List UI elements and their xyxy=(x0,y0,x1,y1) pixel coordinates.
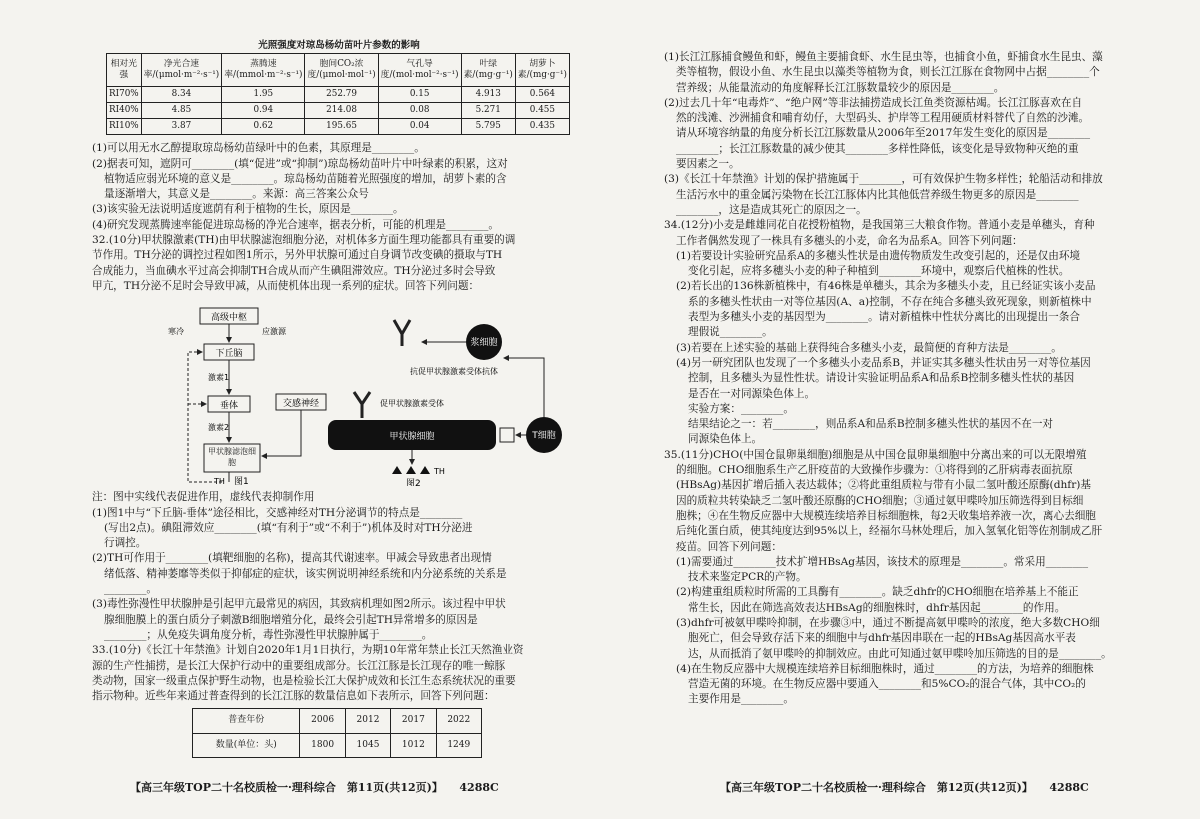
table-cell: 214.08 xyxy=(305,103,378,119)
receptor-icon xyxy=(354,392,370,418)
box-label: 垂体 xyxy=(219,401,239,412)
table-cell: 0.455 xyxy=(515,103,569,119)
table-cell: RI40% xyxy=(107,103,142,119)
question-line: 33.(10分)《长江十年禁渔》计划自2020年1月1日执行，为期10年常年禁止长江天然渔业资 xyxy=(92,644,524,657)
figure-caption: 图1 xyxy=(234,477,249,487)
question-line: 同源染色体上。 xyxy=(688,433,763,446)
table-cell: 0.435 xyxy=(515,119,569,135)
table1-header: 净光合速率/(μmol·m⁻²·s⁻¹) xyxy=(141,54,222,87)
table-row xyxy=(193,733,482,757)
question-line: (2)若长出的136株新植株中，有46株是单穗头，其余为多穗头小麦，且已经证实该小麦品 xyxy=(676,280,1096,293)
table-cell: 3.87 xyxy=(141,119,222,135)
box-label: 高级中枢 xyxy=(210,313,248,324)
table-cell: 2006 xyxy=(300,709,345,733)
question-line: 系的多穗头性状由一对等位基因(A、a)控制，不存在纯合多穗头致死现象，则新植株中 xyxy=(688,295,1092,308)
table1-caption: 光照强度对琼岛杨幼苗叶片参数的影响 xyxy=(258,40,420,51)
table-row xyxy=(193,709,482,733)
question-line: (1)可以用无水乙醇提取琼岛杨幼苗绿叶中的色素，其原理是________。 xyxy=(92,142,425,155)
question-line: 常生长，因此在筛选高效表达HBsAg的细胞株时，dhfr基因起________的作用。 xyxy=(688,601,1066,614)
label-t-cell: T细胞 xyxy=(532,431,556,442)
question-line: 类等植物，假设小鱼、水生昆虫以藻类等植物为食，则长江江豚在食物网中占据________个 xyxy=(676,66,1100,79)
question-line: 变化引起，应将多穗头小麦的种子种植到________环境中，观察后代植株的性状。 xyxy=(688,265,1070,278)
page-12-content xyxy=(664,50,1186,708)
q32-block xyxy=(92,233,586,294)
question-line: 请从环境容纳量的角度分析长江江豚数量从2006年至2017年发生变化的原因是________ xyxy=(676,127,1091,140)
table-cell: 0.15 xyxy=(378,87,461,103)
box-label: 下丘脑 xyxy=(215,349,243,360)
label-th: TH xyxy=(214,477,225,487)
question-line: (3)毒性弥漫性甲状腺肿是引起甲亢最常见的病因，其致病机理如图2所示。该过程中甲状 xyxy=(92,598,506,611)
question-line: 因的质粒共转染缺乏二氢叶酸还原酶的CHO细胞；③通过氨甲喋呤加压筛选得到目标细 xyxy=(676,494,1084,507)
question-line: 是否在一对同源染色体上。 xyxy=(688,387,816,400)
table-cell: 0.04 xyxy=(378,119,461,135)
question-line: 生活污水中的重金属污染物在长江江豚体内比其他低营养级生物更多的原因是________ xyxy=(676,188,1079,201)
table-cell: 数量(单位：头) xyxy=(193,733,300,757)
question-line: 实验方案：________。 xyxy=(688,402,794,415)
question-line: 的细胞。CHO细胞系生产乙肝疫苗的大致操作步骤为：①将得到的乙肝病毒表面抗原 xyxy=(676,464,1073,477)
question-line: 注：图中实线代表促进作用，虚线代表抑制作用 xyxy=(92,491,315,504)
question-line: (3)该实验无法说明适度遮荫有利于植物的生长，原因是________。 xyxy=(92,203,404,216)
table-cell: 252.79 xyxy=(305,87,378,103)
question-line: 工作者偶然发现了一株具有多穗头的小麦，命名为品系A。回答下列问题： xyxy=(676,234,1023,247)
question-line: (4)在生物反应器中大规模连续培养目标细胞株时，通过________的方法，为培养的细胞株 xyxy=(676,662,1094,675)
table-cell: 1800 xyxy=(300,733,345,757)
table-cell: 普查年份 xyxy=(193,709,300,733)
table-cell: 195.65 xyxy=(305,119,378,135)
question-line: 指示物种。近些年来通过普查得到的长江江豚的数量信息如下表所示，回答下列问题： xyxy=(92,690,495,703)
q33-block xyxy=(92,643,586,704)
question-line: (3)dhfr可被氨甲喋呤抑制，在步骤③中，通过不断提高氨甲喋呤的浓度，绝大多数CHO细 xyxy=(676,616,1100,629)
table-cell: 2012 xyxy=(345,709,390,733)
q31-block xyxy=(92,141,586,233)
question-line: (1)长江江豚捕食鳗鱼和虾，鳗鱼主要捕食虾、水生昆虫等，也捕食小鱼，虾捕食水生昆虫、藻 xyxy=(664,51,1103,63)
figure-2 xyxy=(328,320,562,486)
box-label: 交感神经 xyxy=(282,399,320,410)
question-line: (2)过去几十年“电毒炸”、“绝户网”等非法捕捞造成长江鱼类资源枯竭。长江江豚喜欢在自 xyxy=(664,96,1083,109)
question-line: ________。 xyxy=(104,583,157,596)
question-line: 合成能力，当血碘水平过高会抑制TH合成从而产生碘阻滞效应。TH分泌过多时会导致 xyxy=(92,264,496,277)
question-line: ________，这是造成其死亡的原因之一。 xyxy=(676,203,867,216)
table-cell: 5.795 xyxy=(461,119,515,135)
q35-block xyxy=(664,448,1186,708)
question-line: (2)据表可知，遮阴可________(填“促进”或“抑制”)琼岛杨幼苗叶片中叶绿素的积累，这对 xyxy=(92,157,508,170)
question-line: 32.(10分)甲状腺激素(TH)由甲状腺滤泡细胞分泌，对机体多方面生理功能都具有重要的调 xyxy=(92,234,516,247)
question-line: 营养级；从能量流动的角度解释长江江豚数量较少的原因是________。 xyxy=(676,81,1005,94)
question-line: 然的浅滩、沙洲捕食和哺育幼仔，大型码头、护岸等工程用硬质材料替代了自然的沙滩。 xyxy=(676,112,1090,125)
page-11-content xyxy=(92,38,586,758)
question-line: (HBsAg)基因扩增后插入表达载体；②将此重组质粒与带有小鼠二氢叶酸还原酶(dhfr)基 xyxy=(676,479,1092,492)
page-footer: 【高三年级TOP二十名校质检一·理科综合 第12页(共12页)】 4288C xyxy=(720,781,1089,794)
question-line: (3)若要在上述实验的基础上获得纯合多穗头小麦，最简便的育种方法是________。 xyxy=(676,341,1062,354)
q32-sub-block xyxy=(92,490,586,643)
question-line: 35.(11分)CHO(中国仓鼠卵巢细胞)细胞是从中国仓鼠卵巢细胞中分离出来的可以无限增殖 xyxy=(664,448,1087,461)
q33-continued xyxy=(664,50,1186,218)
question-line: (4)研究发现蒸腾速率能促进琼岛杨的净光合速率，据表分析，可能的机理是________。 xyxy=(92,218,499,231)
question-line: 要因素之一。 xyxy=(676,158,740,171)
table1-header: 叶绿素/(mg·g⁻¹) xyxy=(461,54,515,87)
question-line: 源的生产性捕捞，是长江大保护行动中的重要组成部分。长江江豚是长江现存的唯一鲸豚 xyxy=(92,659,506,672)
table-cell: 8.34 xyxy=(141,87,222,103)
question-line: (写出2点)。碘阻滞效应________(填“有利于”或“不利于”)机体及时对TH分泌进 xyxy=(104,521,473,534)
question-line: ________；长江江豚数量的减少使其________多样性降低，该变化是导致物种灭绝的重 xyxy=(676,142,1079,155)
label-thyroid-cell: 甲状腺细胞 xyxy=(389,432,435,443)
table-cell: 1.95 xyxy=(222,87,305,103)
table1-header: 蒸腾速率/(mmol·m⁻²·s⁻¹) xyxy=(222,54,305,87)
table-cell: 0.08 xyxy=(378,103,461,119)
table-cell: 1045 xyxy=(345,733,390,757)
question-line: 行调控。 xyxy=(104,537,147,550)
question-line: (1)需要通过________技术扩增HBsAg基因，该技术的原理是________。常采用________ xyxy=(676,555,1089,568)
antibody-icon xyxy=(394,320,410,346)
q34-block xyxy=(664,218,1186,447)
question-line: 胞株；④在生物反应器中大规模连续培养目标细胞株，每2天收集培养液一次，离心去细胞 xyxy=(676,509,1096,522)
figures-1-2 xyxy=(92,298,586,486)
table1-header-row xyxy=(107,54,570,87)
question-line: 达，从而抵消了氨甲喋呤的抑制效应。由此可知通过氨甲喋呤加压筛选的目的是________。 xyxy=(688,647,1112,660)
table1-header: 相对光强 xyxy=(107,54,142,87)
question-line: 控制，且多穗头为显性性状。请设计实验证明品系A和品系B控制多穗头性状的基因 xyxy=(688,372,1075,385)
table-cell: 1249 xyxy=(436,733,481,757)
label-plasma-cell: 浆细胞 xyxy=(470,338,498,349)
table-cell: 0.62 xyxy=(222,119,305,135)
question-line: 34.(12分)小麦是雌雄同花自花授粉植物，是我国第三大粮食作物。普通小麦是单穗头，育种 xyxy=(664,219,1095,232)
question-line: 疫苗。回答下列问题： xyxy=(676,540,782,553)
page-12 xyxy=(600,0,1200,819)
question-line: (3)《长江十年禁渔》计划的保护措施属于________，可有效保护生物多样性；轮船活动和排放 xyxy=(664,173,1103,186)
table-cell: RI70% xyxy=(107,87,142,103)
question-line: 节作用。TH分泌的调控过程如图1所示，另外甲状腺可通过自身调节改变碘的摄取与TH xyxy=(92,249,503,262)
box-label: 甲状腺滤泡细胞 xyxy=(208,447,256,468)
table-cell: 2022 xyxy=(436,709,481,733)
question-line: (2)TH可作用于________(填靶细胞的名称)，提高其代谢速率。甲减会导致患者出现情 xyxy=(92,552,492,565)
question-line: 表型为多穗头小麦的基因型为________。请对新植株中性状分离比的出现提出一条合 xyxy=(688,311,1080,324)
question-line: (1)若要设计实验研究品系A的多穗头性状是由遗传物质发生改变引起的，还是仅由环境 xyxy=(676,249,1081,262)
table1-header: 胞间CO₂浓度/(μmol·mol⁻¹) xyxy=(305,54,378,87)
question-line: (4)另一研究团队也发现了一个多穗头小麦品系B，并证实其多穗头性状由另一对等位基因 xyxy=(676,356,1091,369)
page-footer: 【高三年级TOP二十名校质检一·理科综合 第11页(共12页)】 4288C xyxy=(130,781,499,794)
table-row xyxy=(107,87,570,103)
table-cell: 4.913 xyxy=(461,87,515,103)
label-cold: 寒冷 xyxy=(168,327,184,337)
question-line: (1)图1中与“下丘脑-垂体”途径相比，交感神经对TH分泌调节的特点是________ xyxy=(92,506,463,519)
table-row xyxy=(107,103,570,119)
table1-header: 气孔导度/(mol·mol⁻²·s⁻¹) xyxy=(378,54,461,87)
table-cell: 4.85 xyxy=(141,103,222,119)
question-line: 植物适应弱光环境的意义是________。琼岛杨幼苗随着光照强度的增加，胡萝卜素的含 xyxy=(104,172,507,185)
label-hormone2: 激素2 xyxy=(208,423,230,433)
figure-caption: 图2 xyxy=(406,479,421,487)
figure-1 xyxy=(168,308,326,486)
label-hormone1: 激素1 xyxy=(208,373,230,383)
question-line: 营造无菌的环境。在生物反应器中要通入________和5%CO₂的混合气体，其中CO₂的 xyxy=(688,678,1086,691)
question-line: 技术来鉴定PCR的产物。 xyxy=(688,571,807,584)
question-line: 结果结论之一：若________，则品系A和品系B控制多穗头性状的基因不在一对 xyxy=(688,418,1054,431)
question-line: 主要作用是________。 xyxy=(688,693,794,706)
table-row xyxy=(107,119,570,135)
table-cell: 0.94 xyxy=(222,103,305,119)
porpoise-census-table xyxy=(192,708,482,758)
table-cell: RI10% xyxy=(107,119,142,135)
label-stressor: 应激源 xyxy=(262,327,286,337)
label-receptor: 促甲状腺激素受体 xyxy=(380,399,444,409)
light-intensity-table xyxy=(106,53,570,135)
question-line: 后纯化蛋白质，使其纯度达到95%以上，经福尔马林处理后，加入氢氧化铝等佐剂制成乙肝 xyxy=(676,525,1103,538)
question-line: 绪低落、精神萎靡等类似于抑郁症的症状，该实例说明神经系统和内分泌系统的关系是 xyxy=(104,567,507,580)
table-cell: 0.564 xyxy=(515,87,569,103)
question-line: 理假说________。 xyxy=(688,326,773,339)
table-cell: 2017 xyxy=(391,709,436,733)
question-line: ________；从免疫失调角度分析，毒性弥漫性甲状腺肿属于________。 xyxy=(104,628,433,641)
table-cell: 1012 xyxy=(391,733,436,757)
question-line: (2)构建重组质粒时所需的工具酶有________。缺乏dhfr的CHO细胞在培养基上不能正 xyxy=(676,586,1079,599)
label-th: TH xyxy=(434,467,445,477)
label-antibody: 抗促甲状腺激素受体抗体 xyxy=(410,367,498,377)
question-line: 胞死亡，但会导致存活下来的细胞中与dhfr基因串联在一起的HBsAg基因高水平表 xyxy=(688,632,1076,645)
table-cell: 5.271 xyxy=(461,103,515,119)
table1-header: 胡萝卜素/(mg·g⁻¹) xyxy=(515,54,569,87)
question-line: 类动物，国家一级重点保护野生动物，也是检验长江大保护成效和长江生态系统状况的重要 xyxy=(92,674,516,687)
question-line: 量逐渐增大，其意义是________。来源：高三答案公众号 xyxy=(104,188,369,201)
question-line: 甲亢，TH分泌不足时会导致甲减，从而使机体出现一系列的症状。回答下列问题： xyxy=(92,279,480,292)
thyroid-diagram xyxy=(92,298,586,486)
question-line: 腺细胞膜上的蛋白质分子刺激B细胞增殖分化，最终会引起TH异常增多的原因是 xyxy=(104,613,478,626)
